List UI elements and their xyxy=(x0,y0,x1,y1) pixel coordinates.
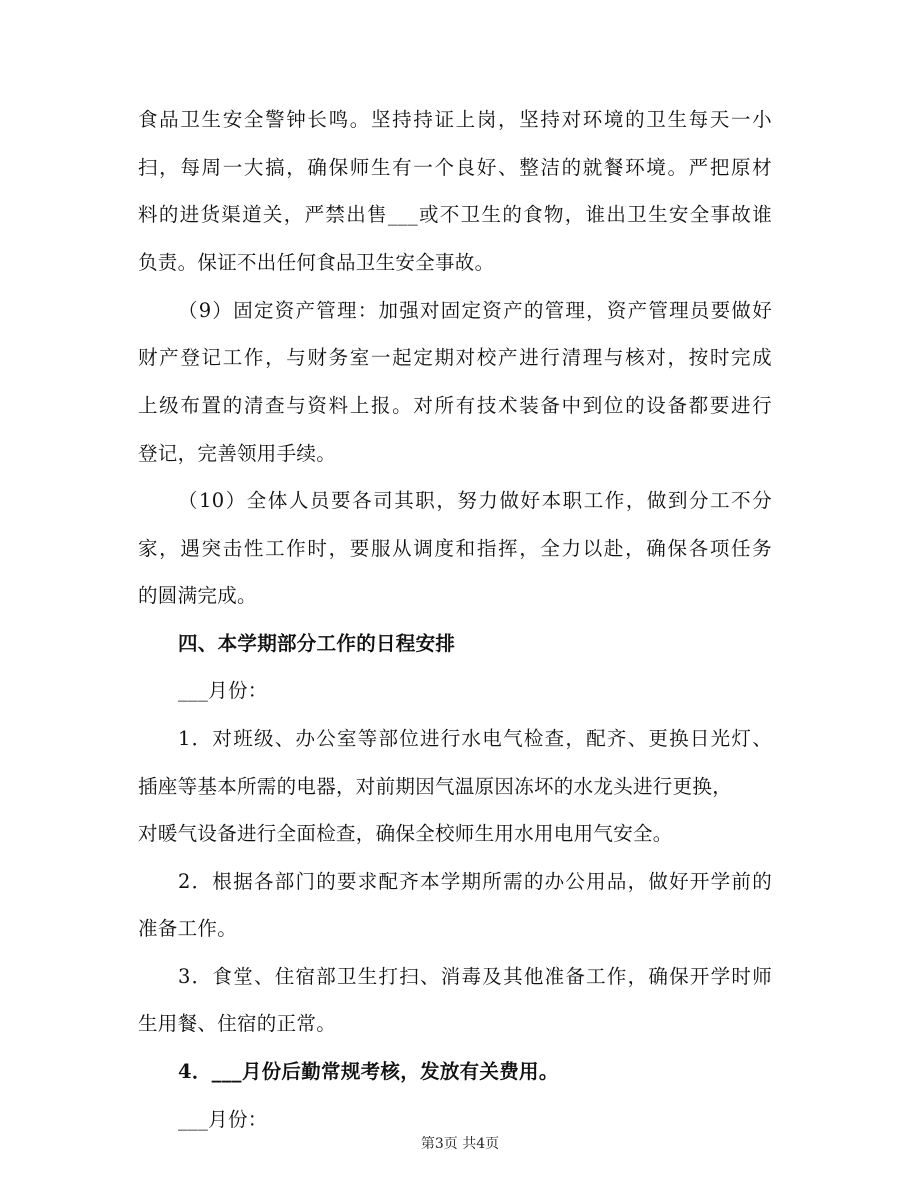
list-item-2-start: 2．根据各部门的要求配齐本学期所需的办公用品，做好开学前的 xyxy=(178,870,772,893)
text-line: 登记，完善领用手续。 xyxy=(138,442,337,465)
paragraph-9-start: （9）固定资产管理：加强对固定资产的管理，资产管理员要做好 xyxy=(178,299,772,322)
text-line: 扫，每周一大搞，确保师生有一个良好、整洁的就餐环境。严把原材 xyxy=(138,156,772,179)
page-footer: 第3页 共4页 xyxy=(420,1136,500,1152)
month-label: ___月份： xyxy=(178,1108,268,1131)
text-line: 准备工作。 xyxy=(138,917,238,940)
text-line: 上级布置的清查与资料上报。对所有技术装备中到位的设备都要进行 xyxy=(138,394,772,417)
section-heading: 四、本学期部分工作的日程安排 xyxy=(178,632,456,655)
text-line: 插座等基本所需的电器，对前期因气温原因冻坏的水龙头进行更换， xyxy=(138,775,733,798)
text-line: 对暖气设备进行全面检查，确保全校师生用水用电用气安全。 xyxy=(138,822,673,845)
month-label: ___月份： xyxy=(178,679,268,702)
text-line: 料的进货渠道关，严禁出售___或不卫生的食物，谁出卫生安全事故谁 xyxy=(138,203,772,226)
text-line: 家，遇突击性工作时，要服从调度和指挥，全力以赴，确保各项任务 xyxy=(138,537,772,560)
text-line: 负责。保证不出任何食品卫生安全事故。 xyxy=(138,251,495,274)
paragraph-10-start: （10）全体人员要各司其职，努力做好本职工作，做到分工不分 xyxy=(178,489,772,512)
text-line: 食品卫生安全警钟长鸣。坚持持证上岗，坚持对环境的卫生每天一小 xyxy=(138,108,772,131)
text-line: 财产登记工作，与财务室一起定期对校产进行清理与核对，按时完成 xyxy=(138,346,772,369)
list-item-3-start: 3．食堂、住宿部卫生打扫、消毒及其他准备工作，确保开学时师 xyxy=(178,965,772,988)
list-item-1-start: 1．对班级、办公室等部位进行水电气检查，配齐、更换日光灯、 xyxy=(178,727,772,750)
list-item-4: 4．___月份后勤常规考核，发放有关费用。 xyxy=(178,1060,559,1083)
text-line: 生用餐、住宿的正常。 xyxy=(138,1012,337,1035)
text-line: 的圆满完成。 xyxy=(138,584,257,607)
